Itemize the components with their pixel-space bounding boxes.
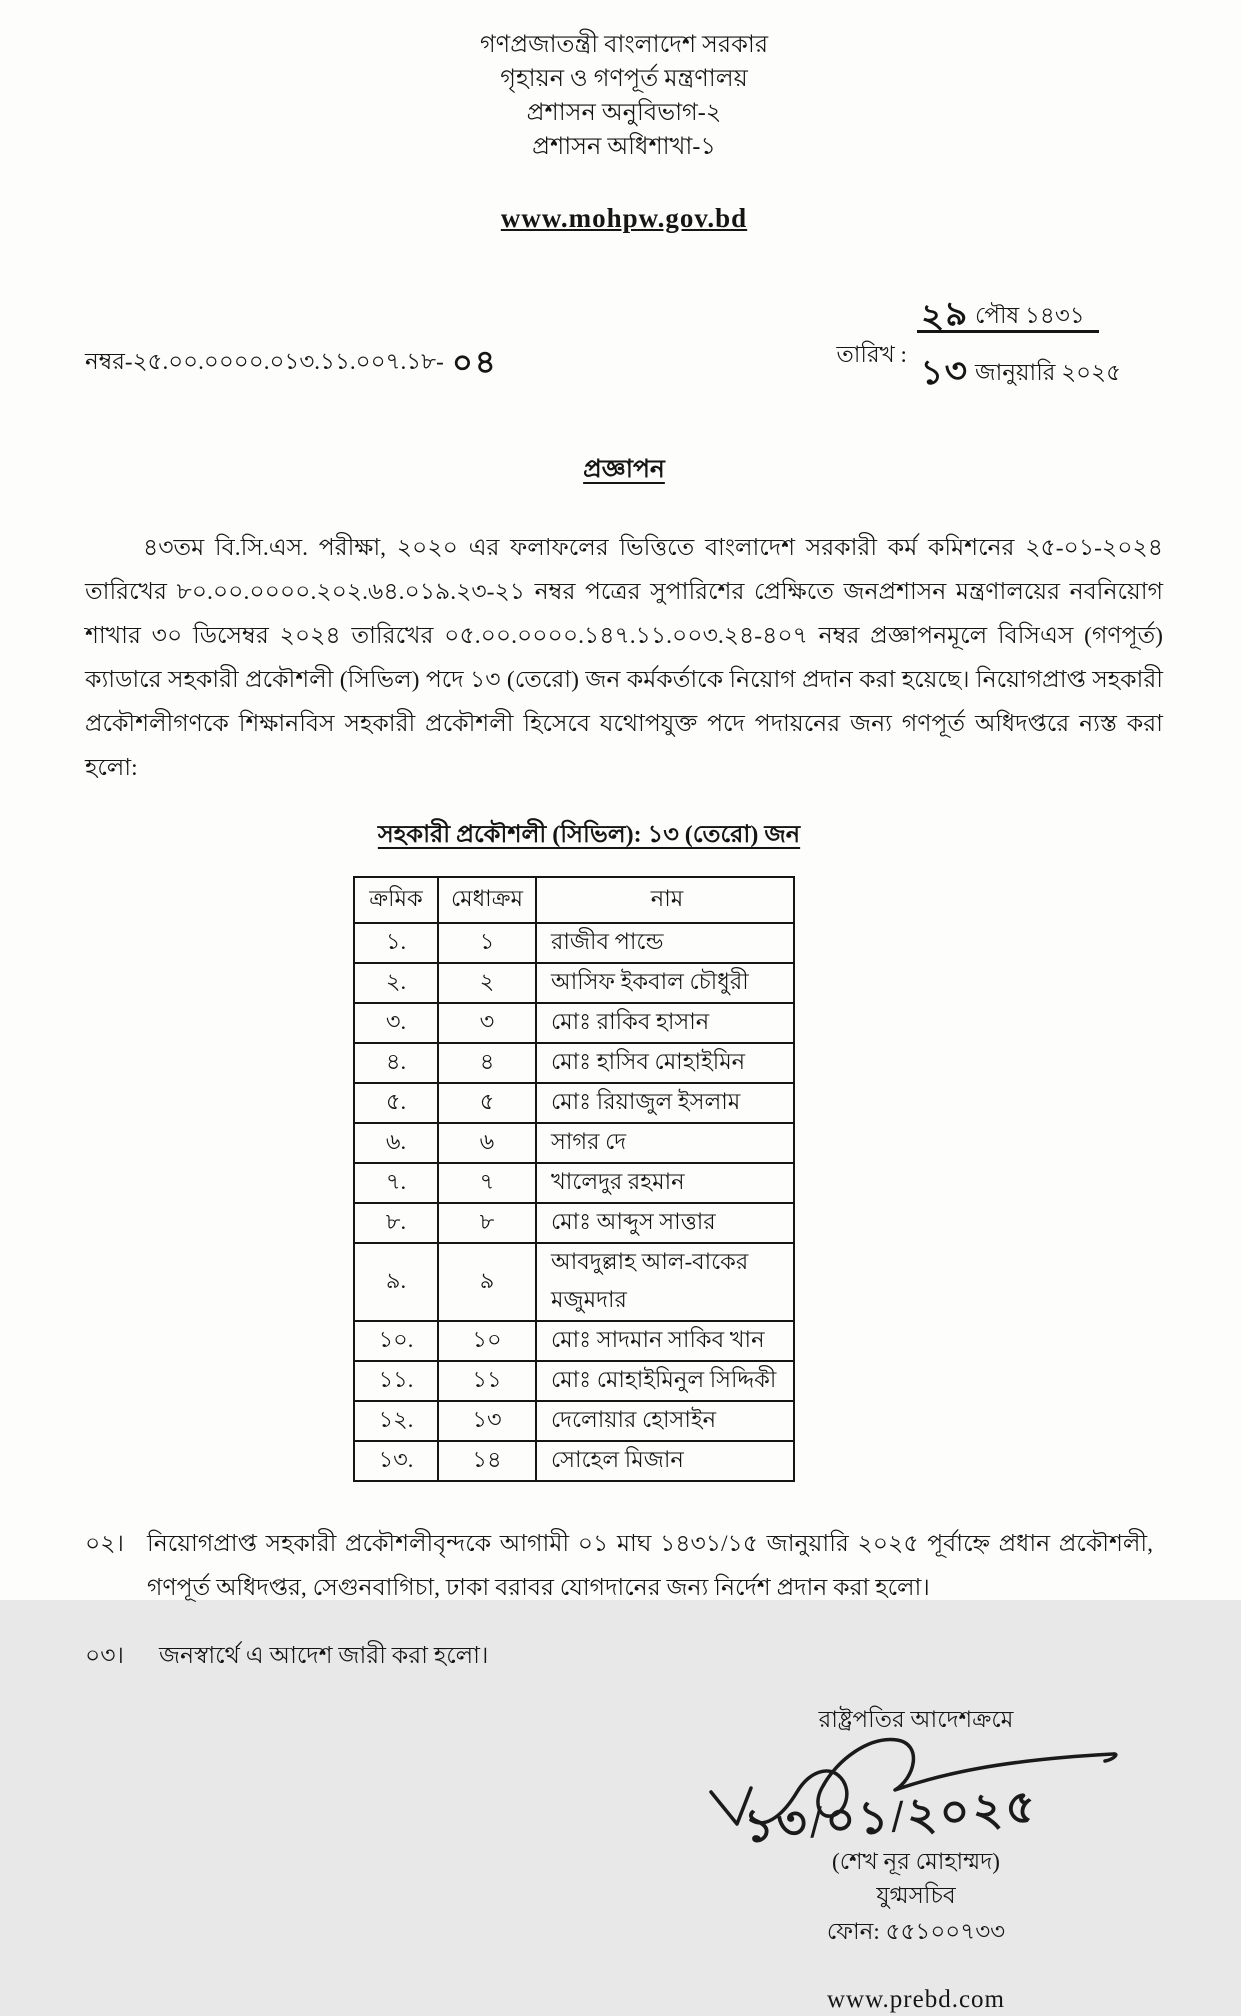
cell-name: মোঃ আব্দুস সাত্তার (536, 1203, 794, 1243)
date-label: তারিখ : (836, 341, 907, 367)
table-row (354, 1123, 794, 1163)
cell-serial: ৪. (354, 1043, 438, 1083)
cell-serial: ১৩. (354, 1441, 438, 1481)
memo-row (85, 289, 1163, 403)
table-row (354, 1163, 794, 1203)
signature-block (701, 1704, 1131, 2016)
appointees-table (353, 876, 795, 1482)
cell-merit: ১০ (438, 1321, 536, 1361)
cell-merit: ৪ (438, 1043, 536, 1083)
ministry-website-link[interactable]: www.mohpw.gov.bd (500, 203, 748, 233)
table-row (354, 1043, 794, 1083)
cell-merit: ৭ (438, 1163, 536, 1203)
cell-serial: ১১. (354, 1361, 438, 1401)
table-row (354, 963, 794, 1003)
col-header-serial: ক্রমিক (354, 877, 438, 923)
col-header-name: নাম (536, 877, 794, 923)
bangla-date-printed: পৌষ ১৪৩১ (975, 303, 1085, 328)
cell-merit: ১১ (438, 1361, 536, 1401)
cell-serial: ১. (354, 923, 438, 963)
cell-name: মোঃ রাকিব হাসান (536, 1003, 794, 1043)
signatory-designation: যুগ্মসচিব (876, 1883, 956, 1908)
table-row (354, 1083, 794, 1123)
signatory-name: (শেখ নূর মোহাম্মদ) (832, 1849, 1000, 1874)
cell-merit: ৫ (438, 1083, 536, 1123)
cell-name: সোহেল মিজান (536, 1441, 794, 1481)
cell-merit: ২ (438, 963, 536, 1003)
notification-title: প্রজ্ঞাপন (583, 456, 665, 483)
cell-serial: ৬. (354, 1123, 438, 1163)
cell-serial: ১০. (354, 1321, 438, 1361)
cell-name: মোঃ মোহাইমিনুল সিদ্দিকী (536, 1361, 794, 1401)
clause-text: নিয়োগপ্রাপ্ত সহকারী প্রকৌশলীবৃন্দকে আগামী ০১ মাঘ ১৪৩১/১৫ জানুয়ারি ২০২৫ পূর্বাহ্নে প্রধান প্রকৌশলী, গণপূর্ত অধিদপ্তর, সেগুনবাগিচা, ঢাকা বরাবর যোগদানের জন্য নির্দেশ প্রদান করা হলো। (147, 1531, 1153, 1601)
cell-serial: ৭. (354, 1163, 438, 1203)
table-row (354, 1243, 794, 1321)
cell-merit: ১৪ (438, 1441, 536, 1481)
clause-03 (85, 1634, 1163, 1678)
cell-merit: ৯ (438, 1243, 536, 1321)
clause-text: জনস্বার্থে এ আদেশ জারী করা হলো। (159, 1643, 489, 1669)
memo-number-handwritten: ০৪ (451, 343, 498, 381)
source-website-link[interactable]: www.prebd.com (826, 1986, 1005, 2013)
clause-number: ০৩। (85, 1643, 124, 1669)
signature-scrawl (701, 1730, 1131, 1860)
cell-name: দেলোয়ার হোসাইন (536, 1401, 794, 1441)
cell-merit: ৩ (438, 1003, 536, 1043)
col-header-merit: মেধাক্রম (438, 877, 536, 923)
cell-serial: ১২. (354, 1401, 438, 1441)
clause-number: ০২। (85, 1531, 124, 1557)
gregorian-date (917, 352, 1135, 393)
bangla-day-handwritten: ২৯ (918, 294, 971, 337)
cell-merit: ৬ (438, 1123, 536, 1163)
memo-number-printed: নম্বর-২৫.০০.০০০০.০১৩.১১.০০৭.১৮- (85, 349, 444, 374)
org-ministry: গৃহায়ন ও গণপূর্ত মন্ত্রণালয় (500, 66, 748, 92)
date-block (836, 289, 1135, 403)
cell-merit: ১৩ (438, 1401, 536, 1441)
body-paragraph: ৪৩তম বি.সি.এস. পরীক্ষা, ২০২০ এর ফলাফলের ভিত্তিতে বাংলাদেশ সরকারী কর্ম কমিশনের ২৫-০১-২০২৪ তারিখের ৮০.০০.০০০০.২০২.৬৪.০১৯.২৩-২১ নম্বর পত্রের সুপারিশের প্রেক্ষিতে জনপ্রশাসন মন্ত্রণালয়ের নবনিয়োগ শাখার ৩০ ডিসেম্বর ২০২৪ তারিখের ০৫.০০.০০০০.১৪৭.১১.০০৩.২৪-৪০৭ নম্বর প্রজ্ঞাপনমূলে বিসিএস (গণপূর্ত) ক্যাডারে সহকারী প্রকৌশলী (সিভিল) পদে ১৩ (তেরো) জন কর্মকর্তাকে নিয়োগ প্রদান করা হয়েছে। নিয়োগপ্রাপ্ত সহকারী প্রকৌশলীগণকে শিক্ষানবিস সহকারী প্রকৌশলী হিসেবে যথোপযুক্ত পদে পদায়নের জন্য গণপূর্ত অধিদপ্তরে ন্যস্ত করা হলো: (85, 535, 1163, 781)
cell-merit: ১ (438, 923, 536, 963)
table-row (354, 1441, 794, 1481)
phone-number: ফোন: ৫৫১০০৭৩৩ (826, 1919, 1006, 1944)
table-row (354, 1003, 794, 1043)
cell-serial: ৯. (354, 1243, 438, 1321)
table-row (354, 923, 794, 963)
cell-merit: ৮ (438, 1203, 536, 1243)
by-order-text: রাষ্ট্রপতির আদেশক্রমে (818, 1707, 1014, 1732)
bangla-date (917, 294, 1099, 337)
org-government: গণপ্রজাতন্ত্রী বাংলাদেশ সরকার (479, 32, 769, 58)
cell-name: সাগর দে (536, 1123, 794, 1163)
cell-name: আবদুল্লাহ আল-বাকের মজুমদার (536, 1243, 794, 1321)
cell-name: মোঃ সাদমান সাকিব খান (536, 1321, 794, 1361)
cell-serial: ৩. (354, 1003, 438, 1043)
table-row (354, 1321, 794, 1361)
cell-name: খালেদুর রহমান (536, 1163, 794, 1203)
cell-serial: ৮. (354, 1203, 438, 1243)
clause-02 (85, 1522, 1163, 1610)
cell-serial: ২. (354, 963, 438, 1003)
table-header-row (354, 877, 794, 923)
cell-name: মোঃ রিয়াজুল ইসলাম (536, 1083, 794, 1123)
org-section: প্রশাসন অধিশাখা-১ (532, 134, 716, 160)
memo-number (85, 337, 497, 403)
letterhead (85, 28, 1163, 237)
gregorian-date-printed: জানুয়ারি ২০২৫ (975, 360, 1121, 385)
gregorian-day-handwritten: ১৩ (919, 352, 970, 393)
cell-name: রাজীব পান্ডে (536, 923, 794, 963)
table-title: সহকারী প্রকৌশলী (সিভিল): ১৩ (তেরো) জন (377, 822, 801, 848)
date-fraction (917, 289, 1135, 403)
table-row (354, 1361, 794, 1401)
cell-name: আসিফ ইকবাল চৌধুরী (536, 963, 794, 1003)
table-row (354, 1401, 794, 1441)
signature-handwritten-date: ১৩/০১/২০২৫ (742, 1780, 1040, 1852)
org-division: প্রশাসন অনুবিভাগ-২ (526, 100, 722, 126)
table-row (354, 1203, 794, 1243)
cell-serial: ৫. (354, 1083, 438, 1123)
cell-name: মোঃ হাসিব মোহাইমিন (536, 1043, 794, 1083)
